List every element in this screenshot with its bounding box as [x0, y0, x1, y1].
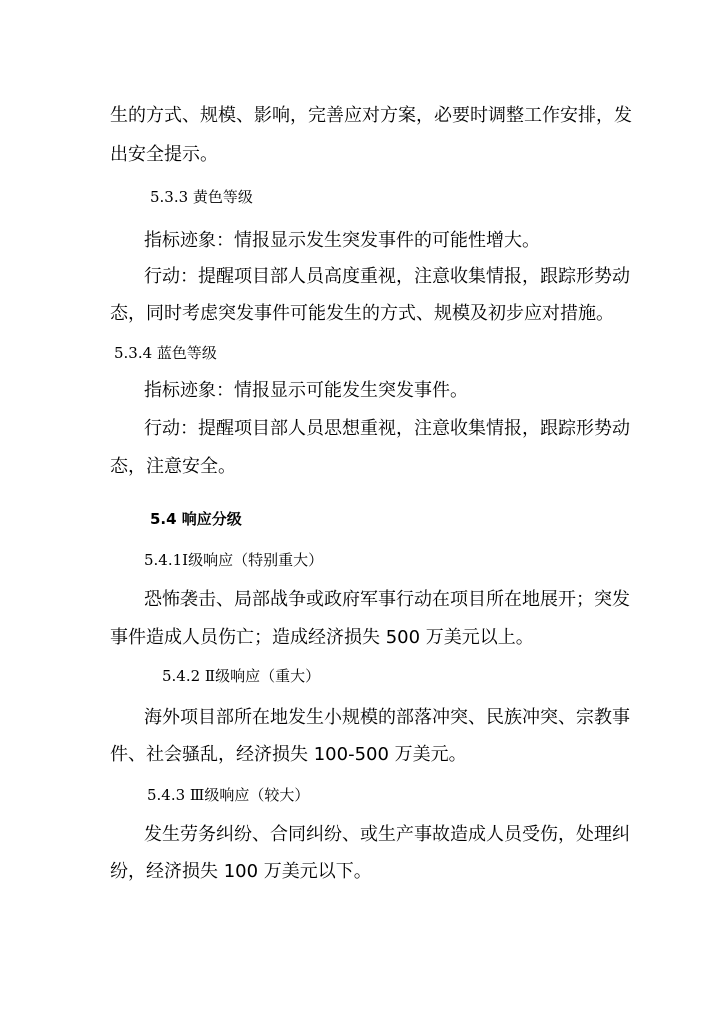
section-heading-5-4-2: 5.4.2 Ⅱ级响应（重大）	[162, 667, 321, 685]
paragraph-line: 发生劳务纠纷、合同纠纷、或生产事故造成人员受伤，处理纠	[144, 824, 630, 845]
paragraph-line: 指标迹象：情报显示可能发生突发事件。	[144, 380, 468, 401]
paragraph-line: 事件造成人员伤亡；造成经济损失 500 万美元以上。	[110, 627, 534, 648]
section-heading-5-3-4: 5.3.4 蓝色等级	[114, 344, 217, 362]
section-heading-5-4-1: 5.4.1Ⅰ级响应（特别重大）	[144, 551, 324, 569]
paragraph-line: 生的方式、规模、影响，完善应对方案，必要时调整工作安排，发	[110, 105, 632, 126]
section-heading-5-4: 5.4 响应分级	[150, 510, 242, 528]
paragraph-line: 纷，经济损失 100 万美元以下。	[110, 861, 372, 882]
section-heading-5-3-3: 5.3.3 黄色等级	[150, 188, 253, 206]
paragraph-line: 恐怖袭击、局部战争或政府军事行动在项目所在地展开；突发	[144, 589, 630, 610]
paragraph-line: 件、社会骚乱，经济损失 100-500 万美元。	[110, 744, 467, 765]
paragraph-line: 行动：提醒项目部人员高度重视，注意收集情报，跟踪形势动	[144, 266, 630, 287]
paragraph-line: 态，同时考虑突发事件可能发生的方式、规模及初步应对措施。	[110, 303, 614, 324]
section-heading-5-4-3: 5.4.3 Ⅲ级响应（较大）	[147, 786, 310, 804]
paragraph-line: 指标迹象：情报显示发生突发事件的可能性增大。	[144, 230, 540, 251]
paragraph-line: 海外项目部所在地发生小规模的部落冲突、民族冲突、宗教事	[144, 707, 630, 728]
paragraph-line: 行动：提醒项目部人员思想重视，注意收集情报，跟踪形势动	[144, 418, 630, 439]
paragraph-line: 态，注意安全。	[110, 456, 236, 477]
paragraph-line: 出安全提示。	[110, 144, 218, 165]
